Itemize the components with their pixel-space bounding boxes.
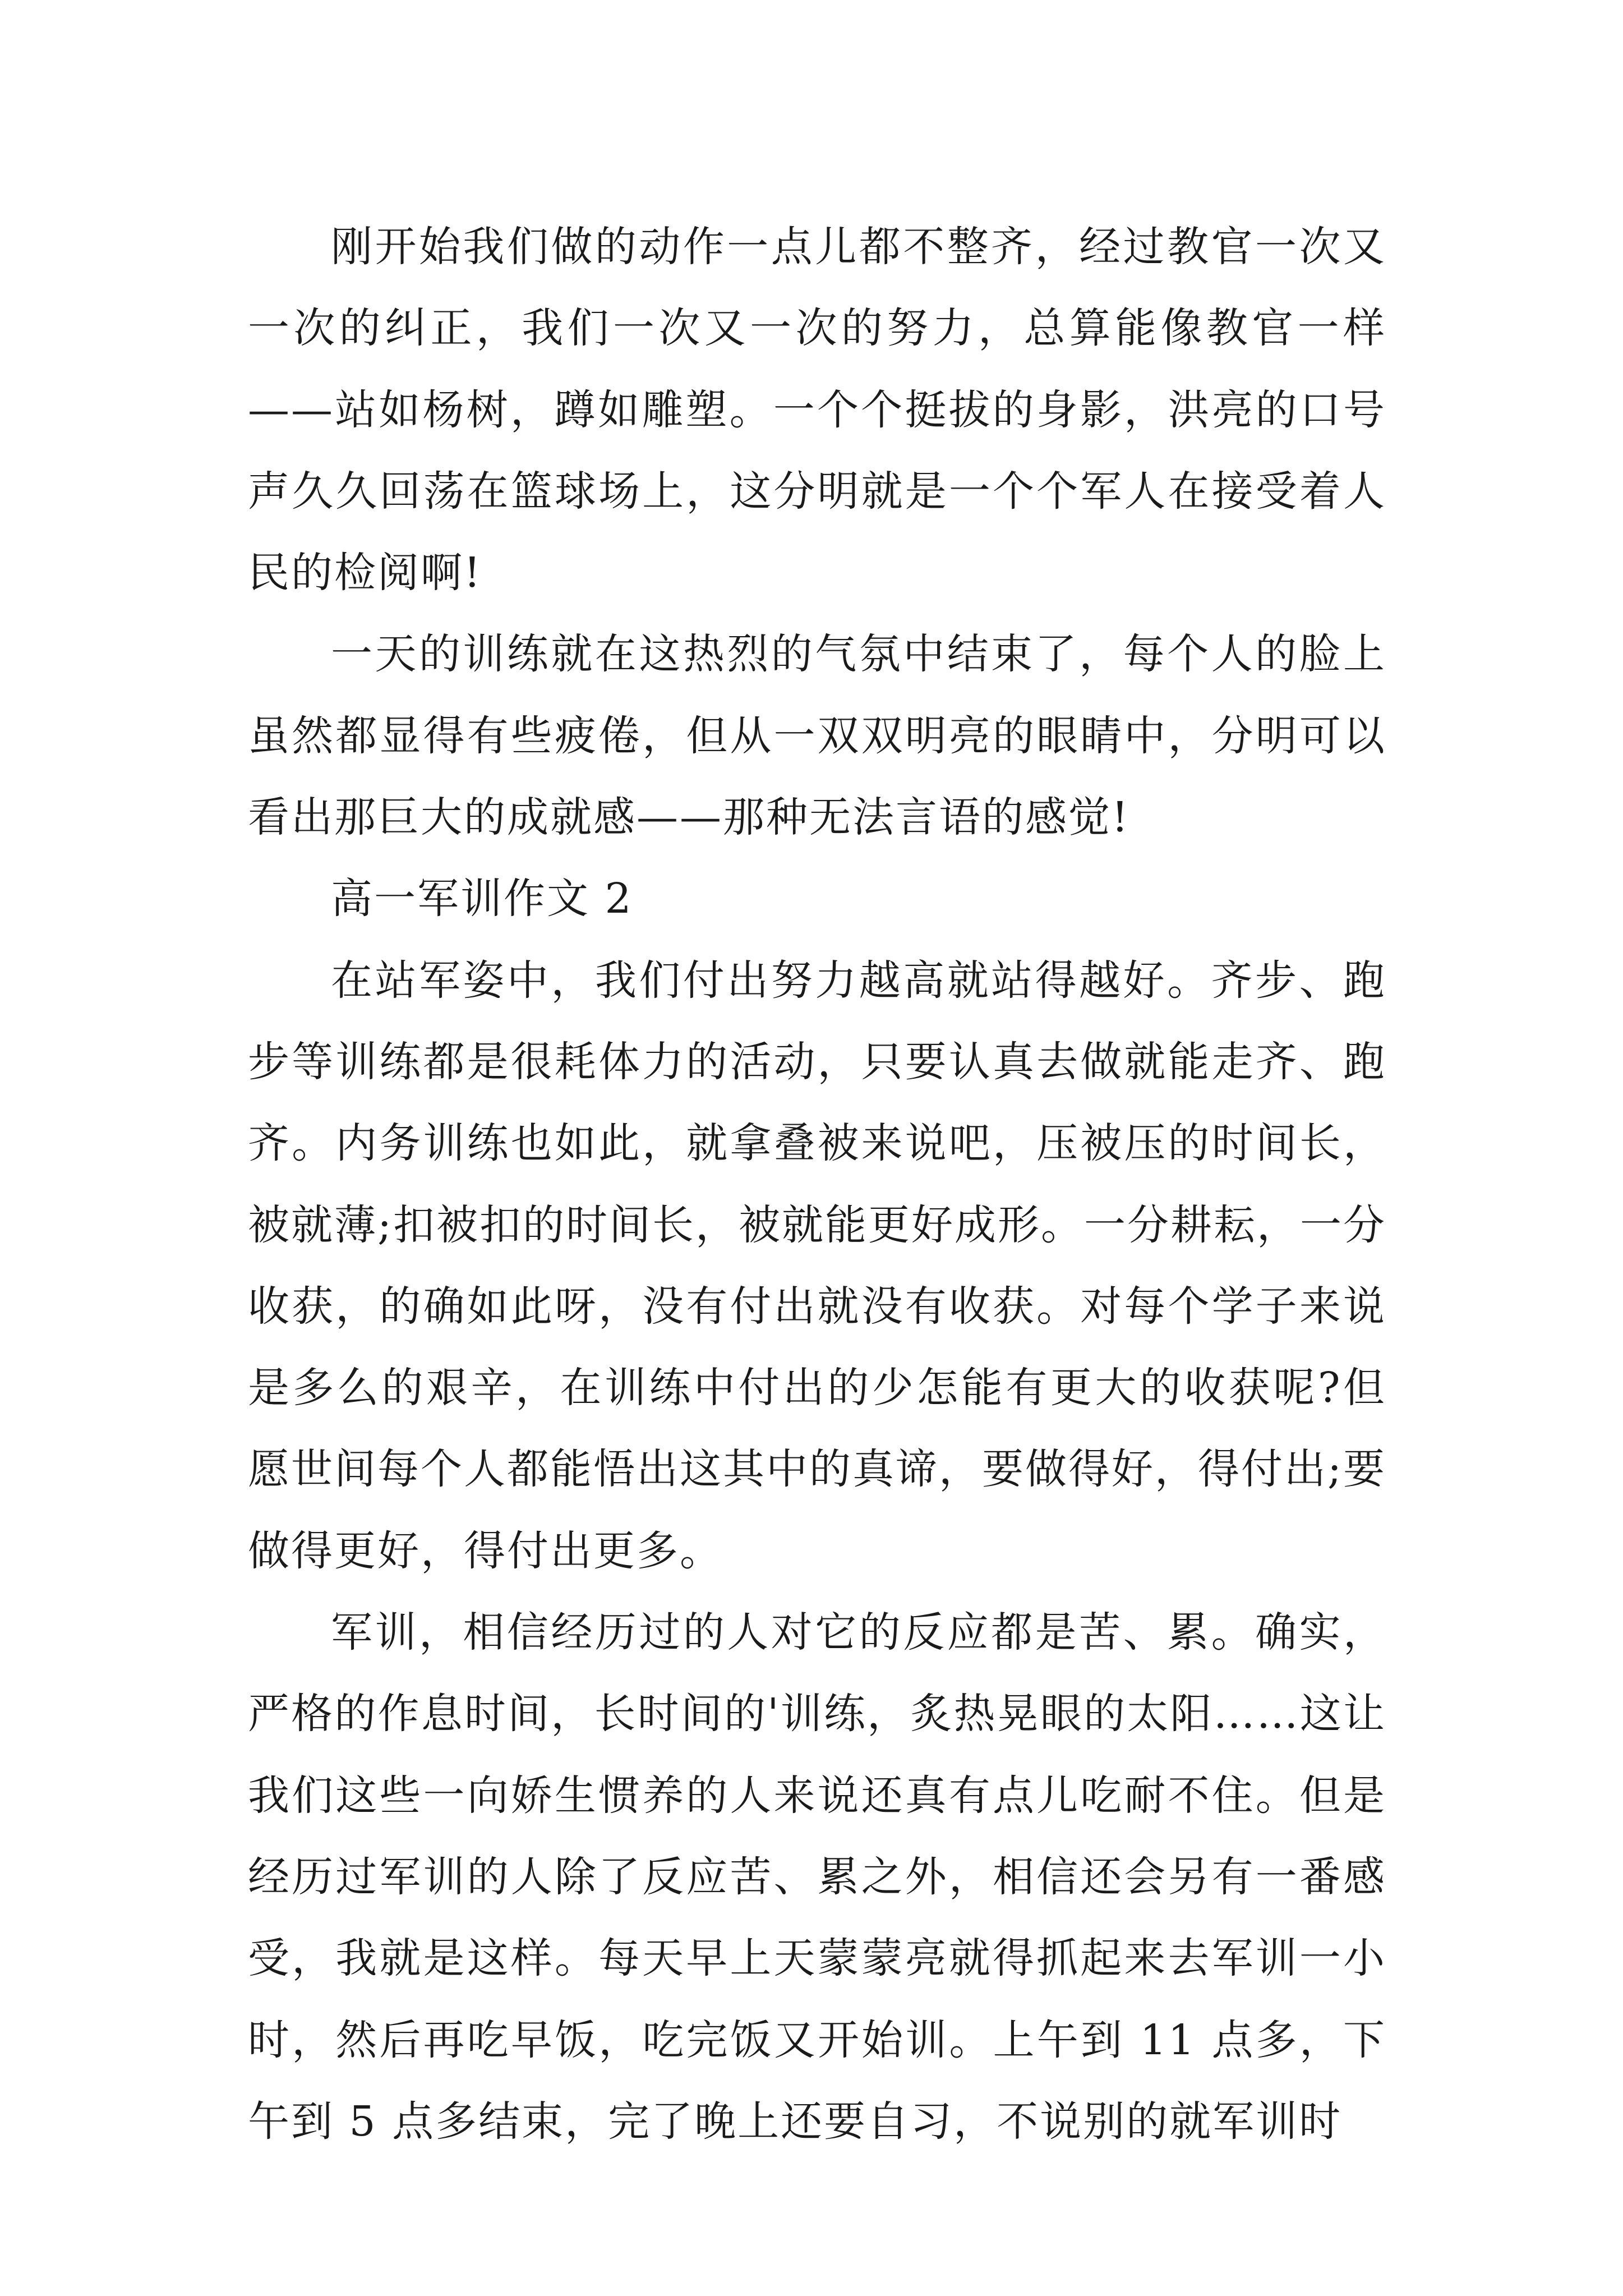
paragraph-2: 一天的训练就在这热烈的气氛中结束了，每个人的脸上虽然都显得有些疲倦，但从一双双明亮的眼睛中，分明可以看出那巨大的成就感——那种无法言语的感觉!	[248, 630, 1386, 842]
paragraph-1: 刚开始我们做的动作一点儿都不整齐，经过教官一次又一次的纠正，我们一次又一次的努力，总算能像教官一样——站如杨树，蹲如雕塑。一个个挺拔的身影，洪亮的口号声久久回荡在篮球场上，这分明就是一个个军人在接受着人民的检阅啊!	[248, 223, 1386, 597]
paragraph-3: 在站军姿中，我们付出努力越高就站得越好。齐步、跑步等训练都是很耗体力的活动，只要认真去做就能走齐、跑齐。内务训练也如此，就拿叠被来说吧，压被压的时间长，被就薄;扣被扣的时间长，被就能更好成形。一分耕耘，一分收获，的确如此呀，没有付出就没有收获。对每个学子来说是多么的艰辛，在训练中付出的少怎能有更大的收获呢?但愿世间每个人都能悟出这其中的真谛，要做得好，得付出;要做得更好，得付出更多。	[248, 956, 1386, 1575]
document-body	[248, 206, 1386, 2162]
section-heading: 高一军训作文 2	[331, 875, 633, 923]
paragraph-4: 军训，相信经历过的人对它的反应都是苦、累。确实，严格的作息时间，长时间的'训练，炙热晃眼的太阳……这让我们这些一向娇生惯养的人来说还真有点儿吃耐不住。但是经历过军训的人除了反应苦、累之外，相信还会另有一番感受，我就是这样。每天早上天蒙蒙亮就得抓起来去军训一小时，然后再吃早饭，吃完饭又开始训。上午到 11 点多，下午到 5 点多结束，完了晚上还要自习，不说别的就军训时	[248, 1608, 1386, 2146]
